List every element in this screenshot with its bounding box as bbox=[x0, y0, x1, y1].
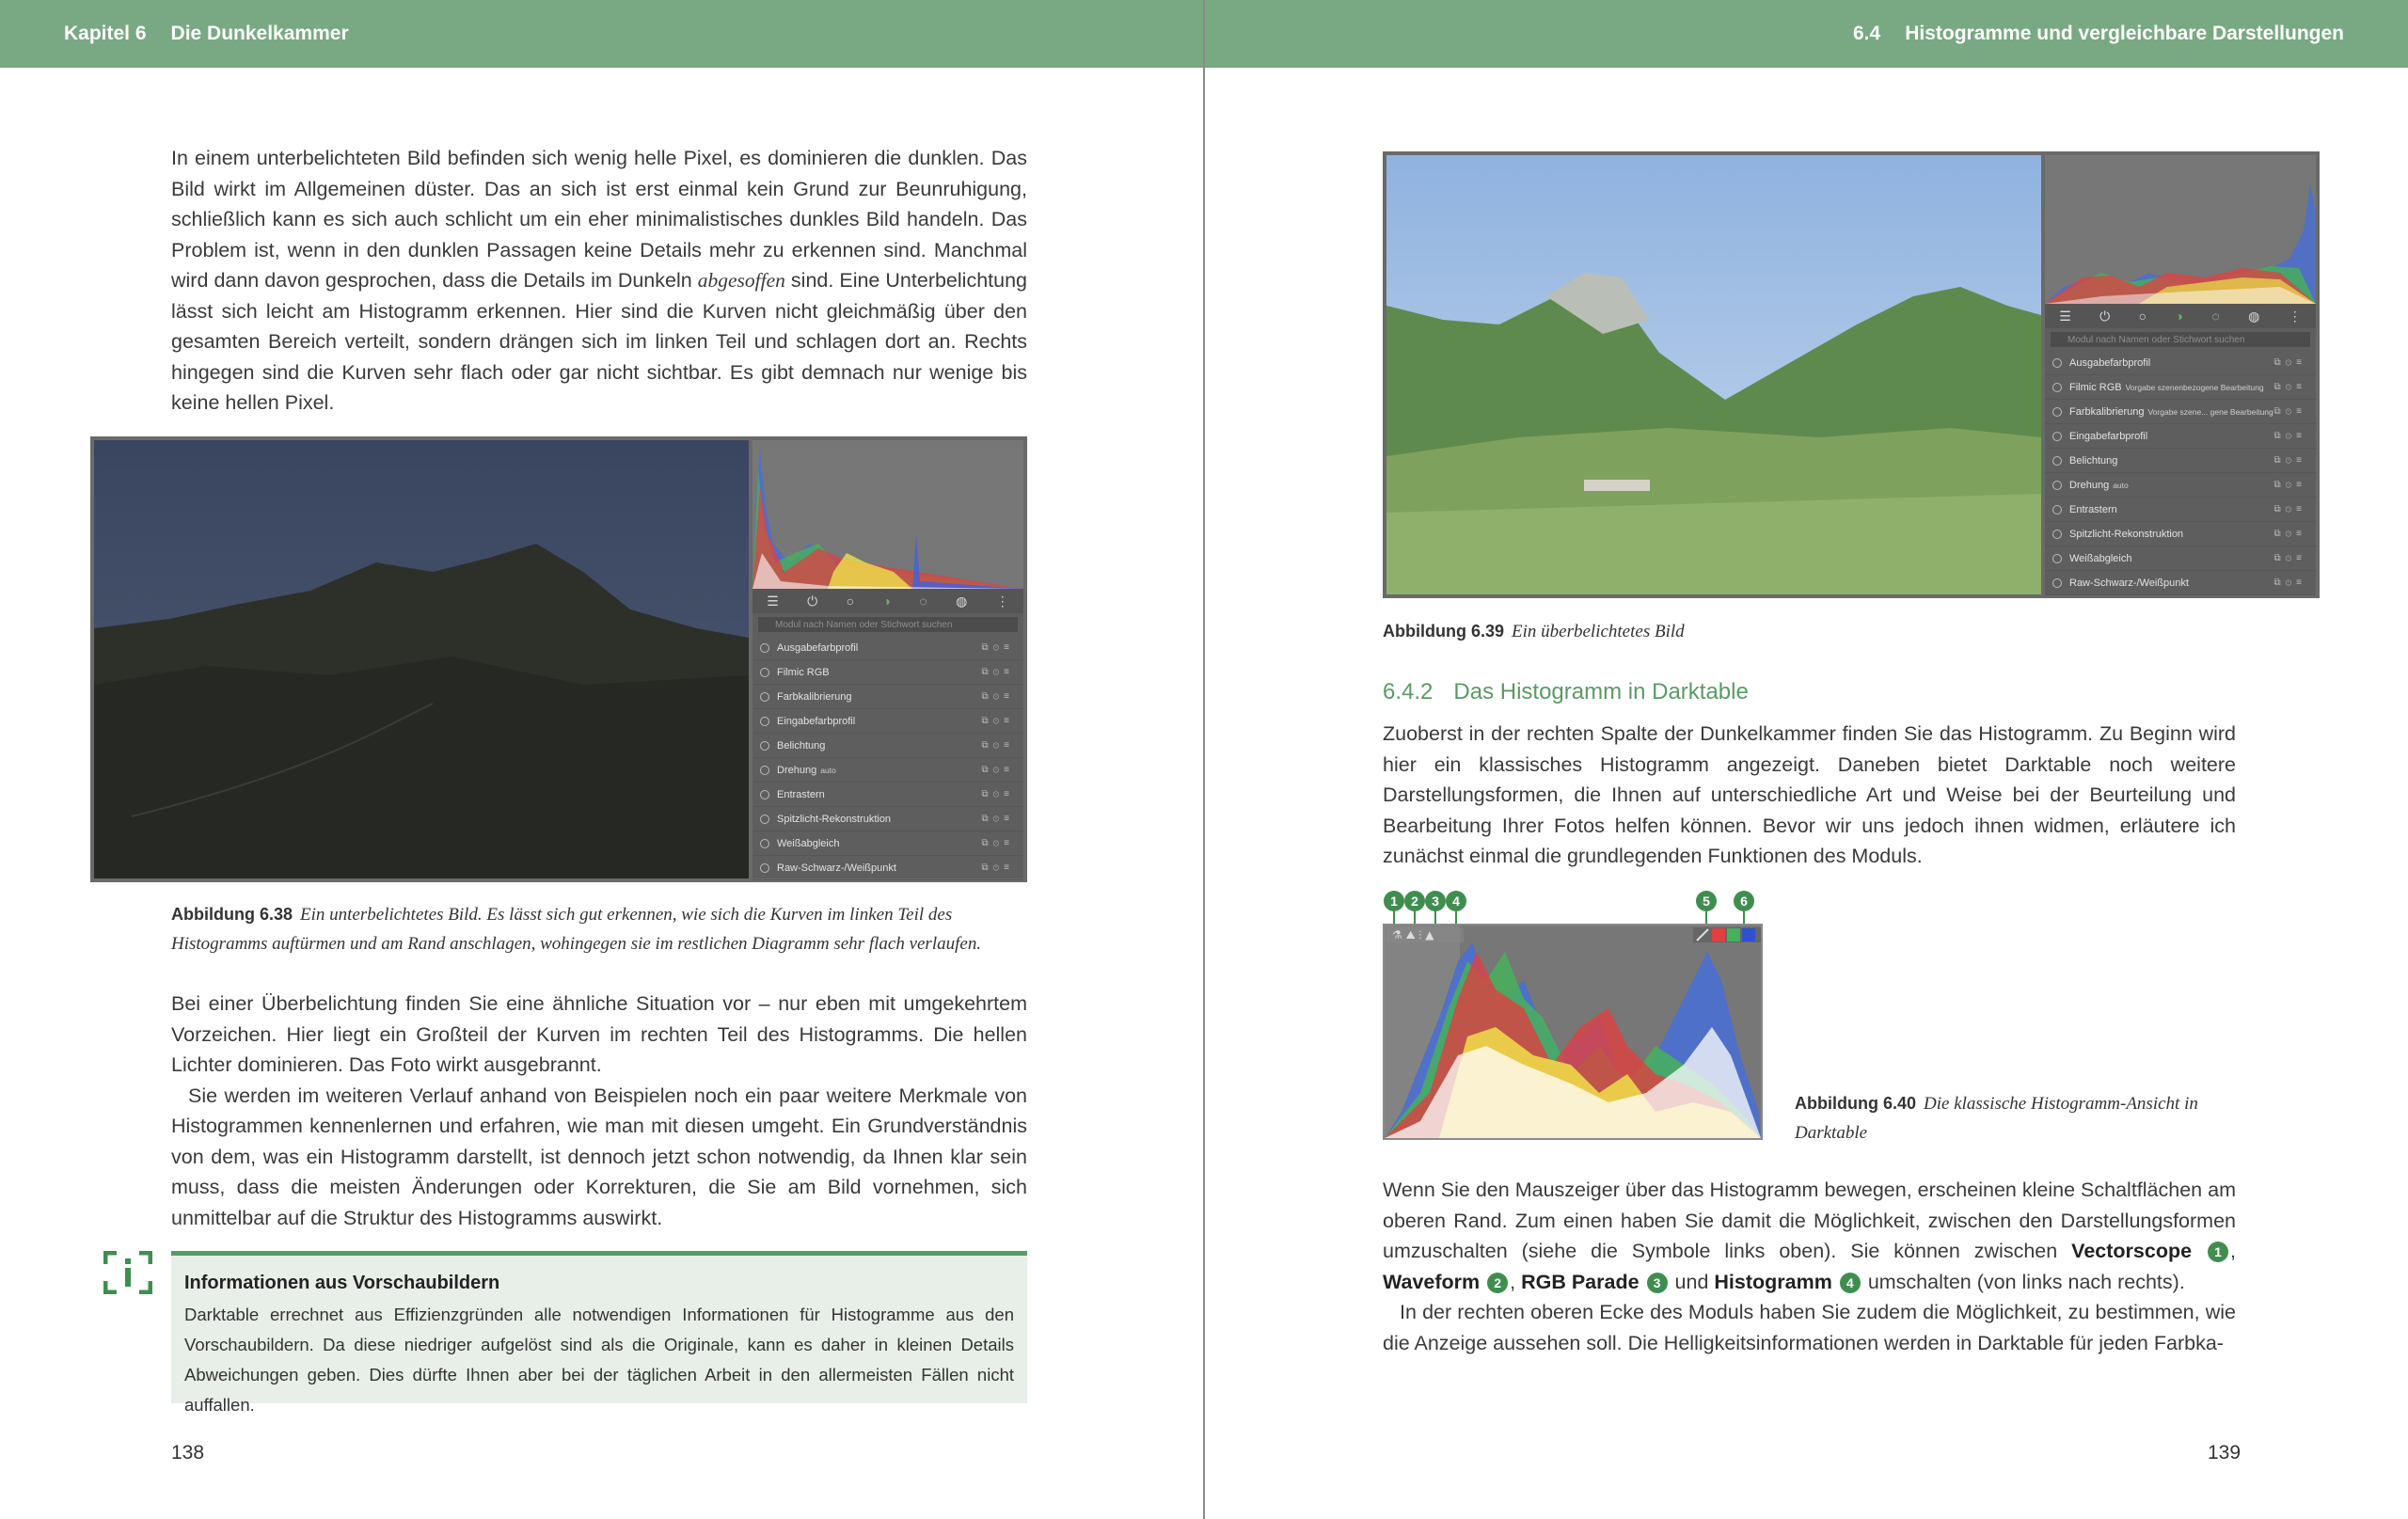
figure-caption-6-38: Abbildung 6.38 Ein unterbelichtetes Bild. Es lässt sich gut erkennen, wie sich die Kurven im linken Teil des Histogramms auftürmen und am Rand anschlagen, wohingegen sie im restlichen Diagramm sehr flach verlaufen. bbox=[171, 905, 982, 954]
badge-2: 2 bbox=[1404, 891, 1425, 911]
module-row[interactable] bbox=[2045, 449, 2316, 473]
module-label: Drehung bbox=[777, 764, 817, 776]
histogram-underexposed bbox=[752, 440, 1023, 589]
module-label: Farbkalibrierung bbox=[777, 690, 852, 703]
module-actions-icon[interactable]: ⧉⊙≡ bbox=[2273, 455, 2306, 466]
sliders-icon[interactable]: ☰ bbox=[767, 593, 779, 609]
module-actions-icon[interactable]: ⧉⊙≡ bbox=[2273, 357, 2306, 368]
page-number-right: 139 bbox=[2208, 1442, 2242, 1464]
module-preset-label: Vorgabe szenenbezogene Bearbeitung bbox=[2125, 382, 2264, 392]
module-preset-label: Vorgabe szene... gene Bearbeitung bbox=[2147, 406, 2273, 417]
module-row[interactable] bbox=[2045, 351, 2316, 375]
module-row[interactable] bbox=[2045, 498, 2316, 522]
info-note-icon bbox=[103, 1251, 152, 1294]
paragraph-overexposure: Bei einer Überbelichtung finden Sie eine ähnliche Situation vor – nur eben mit umgekehrtem Vorzeichen. Hier liegt ein Großteil der Kurven im rechten Teil des Histogramms. Die hellen Lichter dominieren. Das Foto wirkt ausgebrannt. Sie werden im weiteren Verlauf anhand von Beispielen noch ein paar weitere Merkmale von Histogrammen kennenlernen und erfahren, wie man mit diesen umgeht. Ein Grundverständnis von dem, was ein Histogramm darstellt, ist dennoch jetzt schon notwendig, da Ihnen klar sein muss, dass die meisten Änderungen oder Korrekturen, die Sie am Bild vornehmen, sich unmittelbar auf die Struktur des Histogramms auswirkt. bbox=[171, 992, 1027, 1229]
paragraph-histogram-intro: Zuoberst in der rechten Spalte der Dunkelkammer finden Sie das Histogramm. Zu Beginn wird hier ein klassisches Histogramm angezeigt. Daneben bietet Darktable noch weitere Darstellungsformen, die Ihnen auf unterschiedliche Art und Weise bei der Beurteilung und Bearbeitung Ihrer Fotos helfen können. Bevor wir uns jedoch ihnen widmen, erläutere ich zunächst einmal die grundlegenden Funktionen des Moduls. bbox=[1383, 722, 2236, 867]
module-actions-icon[interactable]: ⧉⊙≡ bbox=[981, 765, 1014, 775]
module-row[interactable] bbox=[752, 831, 1023, 856]
circle-icon[interactable]: ○ bbox=[2138, 309, 2147, 324]
chapter-number: Kapitel 6 bbox=[64, 23, 147, 44]
power-toggle-icon[interactable] bbox=[760, 643, 769, 653]
module-label: Entrastern bbox=[2069, 503, 2117, 515]
section-number: 6.4 bbox=[1853, 23, 1881, 44]
info-note-box bbox=[171, 1251, 1027, 1415]
badge-3: 3 bbox=[1425, 891, 1446, 911]
sliders-icon[interactable]: ☰ bbox=[2059, 308, 2071, 324]
module-label: Farbkalibrierung bbox=[2069, 405, 2145, 418]
power-toggle-icon[interactable] bbox=[2052, 358, 2062, 368]
darktable-panel-dark bbox=[752, 440, 1023, 878]
module-actions-icon[interactable]: ⧉⊙≡ bbox=[2273, 504, 2306, 514]
section-title-header: Histogramme und vergleichbare Darstellungen bbox=[1905, 23, 2344, 44]
module-label: Raw-Schwarz-/Weißpunkt bbox=[2069, 577, 2189, 589]
power-toggle-icon[interactable] bbox=[2052, 407, 2062, 417]
module-actions-icon[interactable]: ⧉⊙≡ bbox=[981, 642, 1014, 653]
power-toggle-icon[interactable] bbox=[2052, 481, 2062, 490]
power-toggle-icon[interactable] bbox=[2052, 578, 2062, 588]
power-toggle-icon[interactable] bbox=[760, 692, 769, 702]
color-icon[interactable]: ◑ bbox=[2175, 309, 2183, 324]
module-actions-icon[interactable]: ⧉⊙≡ bbox=[981, 862, 1014, 873]
module-actions-icon[interactable]: ⧉⊙≡ bbox=[2273, 529, 2306, 539]
figure-caption-6-39: Abbildung 6.39 Ein überbelichtetes Bild bbox=[1383, 622, 1685, 641]
module-actions-icon[interactable]: ⧉⊙≡ bbox=[2273, 382, 2306, 392]
module-row[interactable] bbox=[752, 660, 1023, 685]
module-label: Filmic RGB bbox=[777, 666, 830, 678]
section-heading: 6.4.2 Das Histogramm in Darktable bbox=[1383, 679, 1749, 704]
module-label: Entrastern bbox=[777, 788, 825, 800]
module-label: Weißabgleich bbox=[2069, 552, 2132, 564]
paragraph-histogram-buttons: Wenn Sie den Mauszeiger über das Histogramm bewegen, erscheinen kleine Schaltflächen am oberen Rand. Zum einen haben Sie damit die Möglichkeit, zwischen den Darstellungsformen umzuschalten (siehe die Symbole links oben). Sie können zwischen Vectorscope 1 , Waveform 2 , RGB Parade 3 und Histogramm 4 umschalten (von links nach rechts). In der rechten oberen Ecke des Moduls haben Sie zudem die Möglichkeit, zu bestimmen, wie die Anzeige aussehen soll. Die Helligkeitsinformationen werden in Darktable für jeden Farbka- bbox=[1383, 1179, 2236, 1354]
module-actions-icon[interactable]: ⧉⊙≡ bbox=[981, 740, 1014, 751]
figure-caption-6-40: Abbildung 6.40 Die klassische Histogramm-Ansicht in Darktable bbox=[1795, 1094, 2198, 1143]
running-header-right bbox=[1205, 0, 2408, 68]
module-label: Drehung bbox=[2069, 479, 2110, 491]
module-label: Ausgabefarbprofil bbox=[777, 641, 859, 654]
badge-1: 1 bbox=[1384, 891, 1404, 911]
emphasis-abgesoffen: abgesoffen bbox=[697, 269, 785, 292]
module-label: Belichtung bbox=[777, 739, 826, 752]
badge-6: 6 bbox=[1734, 891, 1754, 911]
correct-icon[interactable]: ◌ bbox=[919, 593, 927, 609]
note-text: Darktable errechnet aus Effizienzgründen alle notwendigen Informationen für Histogramme aus den Vorschaubildern. Da diese niedriger aufgelöst sind als die Originale, kann es daher in kleinen Details Abweichungen geben. Dies dürfte Ihnen aber bei der täglichen Arbeit in den allermeisten Fällen nicht auffallen. bbox=[184, 1305, 1014, 1415]
module-preset-label: auto bbox=[2113, 480, 2129, 490]
module-row[interactable] bbox=[2045, 571, 2316, 595]
overexposed-photo bbox=[1386, 155, 2041, 594]
module-row[interactable] bbox=[2045, 424, 2316, 449]
classic-histogram-chart bbox=[1383, 924, 1763, 1140]
module-actions-icon[interactable]: ⧉⊙≡ bbox=[981, 814, 1014, 824]
module-row[interactable] bbox=[752, 709, 1023, 734]
module-row[interactable] bbox=[752, 685, 1023, 709]
module-label: Raw-Schwarz-/Weißpunkt bbox=[777, 862, 896, 874]
power-toggle-icon[interactable] bbox=[760, 863, 769, 873]
power-toggle-icon[interactable] bbox=[760, 741, 769, 751]
figure-classic-histogram bbox=[1383, 886, 1763, 1140]
power-toggle-icon[interactable] bbox=[2052, 530, 2062, 539]
svg-text:⚗ ⛰ ⫶ ▲: ⚗ ⛰ ⫶ ▲ bbox=[1392, 928, 1434, 941]
paragraph-underexposure: In einem unterbelichteten Bild befinden sich wenig helle Pixel, es dominieren die dunklen. Das Bild wirkt im Allgemeinen düster. Das an sich ist erst einmal kein Grund zur Beunruhigung, schließlich kann es sich auch schlicht um ein eher minimalistisches dunkles Bild handeln. Das Problem ist, wenn in den dunklen Passagen keine Details mehr zu erkennen sind. Manchmal wird dann davon gesprochen, dass die Details im Dunkeln abgesoffen sind. Eine Unterbelichtung lässt sich leicht am Histogramm erkennen. Hier sind die Kurven nicht gleichmäßig über den gesamten Bereich verteilt, sondern drängen sich im linken Teil und schlagen dort an. Rechts hingegen sind die Kurven sehr flach oder gar nicht sichtbar. Es gibt demnach nur wenige bis keine hellen Pixel. bbox=[171, 147, 1027, 414]
chapter-title: Die Dunkelkammer bbox=[170, 23, 349, 44]
power-toggle-icon[interactable] bbox=[2052, 432, 2062, 441]
module-actions-icon[interactable]: ⧉⊙≡ bbox=[981, 789, 1014, 799]
correct-icon[interactable]: ◌ bbox=[2211, 309, 2220, 324]
module-row[interactable] bbox=[752, 783, 1023, 807]
module-row[interactable] bbox=[752, 856, 1023, 880]
module-actions-icon[interactable]: ⧉⊙≡ bbox=[981, 691, 1014, 702]
module-actions-icon[interactable]: ⧉⊙≡ bbox=[2273, 578, 2306, 588]
module-label: Spitzlicht-Rekonstruktion bbox=[2069, 528, 2184, 540]
underexposed-photo bbox=[94, 440, 749, 878]
module-row[interactable] bbox=[752, 734, 1023, 758]
running-header-left bbox=[0, 0, 1204, 68]
module-actions-icon[interactable]: ⧉⊙≡ bbox=[2273, 406, 2306, 417]
module-actions-icon[interactable]: ⧉⊙≡ bbox=[2273, 431, 2306, 441]
module-preset-label: auto bbox=[820, 765, 836, 775]
power-toggle-icon[interactable] bbox=[2052, 456, 2062, 466]
module-actions-icon[interactable]: ⧉⊙≡ bbox=[981, 838, 1014, 848]
power-toggle-icon[interactable] bbox=[760, 839, 769, 848]
module-search-input[interactable]: Modul nach Namen oder Stichwort suchen bbox=[758, 617, 1018, 632]
module-label: Ausgabefarbprofil bbox=[2069, 356, 2151, 369]
module-group-tabs[interactable] bbox=[752, 589, 1023, 613]
module-actions-icon[interactable]: ⧉⊙≡ bbox=[2273, 553, 2306, 563]
histogram-overexposed bbox=[2045, 155, 2316, 304]
power-toggle-icon[interactable] bbox=[2052, 554, 2062, 563]
module-row[interactable] bbox=[2045, 473, 2316, 498]
circle-icon[interactable]: ○ bbox=[846, 593, 855, 609]
module-row[interactable] bbox=[2045, 375, 2316, 400]
module-row[interactable] bbox=[752, 807, 1023, 831]
power-toggle-icon[interactable] bbox=[760, 766, 769, 775]
power-toggle-icon[interactable] bbox=[2052, 505, 2062, 514]
module-label: Spitzlicht-Rekonstruktion bbox=[777, 813, 892, 825]
page-number-left: 138 bbox=[171, 1442, 205, 1464]
module-label: Eingabefarbprofil bbox=[2069, 430, 2148, 442]
module-row[interactable] bbox=[2045, 400, 2316, 424]
color-icon[interactable]: ◑ bbox=[882, 593, 891, 609]
effect-icon[interactable]: ◍ bbox=[2248, 308, 2260, 324]
module-label: Eingabefarbprofil bbox=[777, 715, 856, 727]
module-actions-icon[interactable]: ⧉⊙≡ bbox=[981, 667, 1014, 677]
more-icon[interactable]: ⋮ bbox=[2288, 308, 2302, 324]
power-icon[interactable]: ⏻ bbox=[2099, 308, 2111, 324]
module-row[interactable] bbox=[2045, 522, 2316, 546]
module-label: Belichtung bbox=[2069, 454, 2118, 467]
module-actions-icon[interactable]: ⧉⊙≡ bbox=[2273, 480, 2306, 490]
note-title: Informationen aus Vorschaubildern bbox=[184, 1273, 500, 1293]
power-toggle-icon[interactable] bbox=[760, 717, 769, 726]
module-group-tabs-bright[interactable] bbox=[2045, 304, 2316, 328]
darktable-panel-bright bbox=[2045, 155, 2316, 594]
power-toggle-icon[interactable] bbox=[760, 668, 769, 677]
module-row[interactable] bbox=[752, 636, 1023, 660]
more-icon[interactable]: ⋮ bbox=[995, 593, 1009, 609]
module-search-input-bright[interactable]: Modul nach Namen oder Stichwort suchen bbox=[2051, 332, 2310, 347]
figure-underexposed bbox=[90, 436, 1027, 882]
power-toggle-icon[interactable] bbox=[2052, 383, 2062, 392]
page-spine bbox=[1203, 0, 1205, 1519]
effect-icon[interactable]: ◍ bbox=[956, 593, 968, 609]
power-toggle-icon[interactable] bbox=[760, 815, 769, 824]
module-label: Filmic RGB bbox=[2069, 381, 2122, 393]
badge-4: 4 bbox=[1446, 891, 1466, 911]
power-toggle-icon[interactable] bbox=[760, 790, 769, 799]
module-row[interactable] bbox=[2045, 546, 2316, 571]
module-row[interactable] bbox=[752, 758, 1023, 783]
module-actions-icon[interactable]: ⧉⊙≡ bbox=[981, 716, 1014, 726]
power-icon[interactable]: ⏻ bbox=[807, 593, 818, 609]
badge-5: 5 bbox=[1696, 891, 1717, 911]
module-label: Weißabgleich bbox=[777, 837, 840, 849]
figure-overexposed bbox=[1383, 151, 2320, 598]
